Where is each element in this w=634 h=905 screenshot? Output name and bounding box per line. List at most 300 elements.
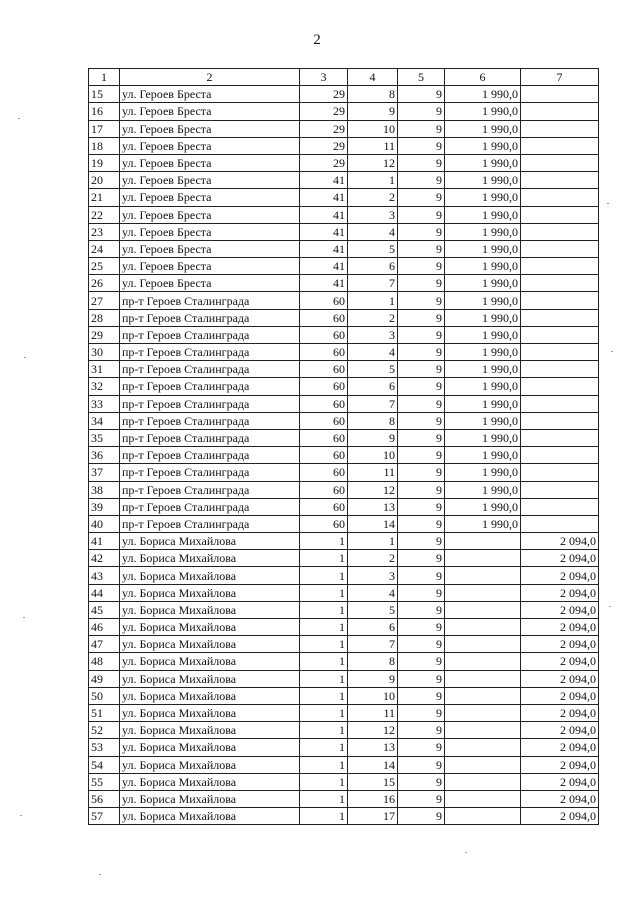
row-number-cell: 50	[89, 687, 120, 704]
floors-cell: 9	[398, 739, 445, 756]
apartment-number-cell: 7	[348, 275, 398, 292]
table-row	[89, 275, 599, 292]
street-cell: ул. Бориса Михайлова	[120, 687, 300, 704]
row-number-cell: 52	[89, 722, 120, 739]
street-cell: пр-т Героев Сталинграда	[120, 515, 300, 532]
column-header: 5	[398, 69, 445, 86]
house-number-cell: 60	[300, 447, 348, 464]
table-row	[89, 344, 599, 361]
street-cell: ул. Героев Бреста	[120, 86, 300, 103]
street-cell: пр-т Героев Сталинграда	[120, 412, 300, 429]
street-cell: ул. Бориса Михайлова	[120, 636, 300, 653]
street-cell: ул. Бориса Михайлова	[120, 722, 300, 739]
floors-cell: 9	[398, 790, 445, 807]
street-cell: ул. Героев Бреста	[120, 240, 300, 257]
street-cell: ул. Героев Бреста	[120, 120, 300, 137]
street-cell: ул. Бориса Михайлова	[120, 619, 300, 636]
house-number-cell: 1	[300, 756, 348, 773]
value-col6-cell: 1 990,0	[445, 412, 521, 429]
floors-cell: 9	[398, 601, 445, 618]
apartment-number-cell: 2	[348, 309, 398, 326]
street-cell: ул. Героев Бреста	[120, 206, 300, 223]
house-number-cell: 60	[300, 481, 348, 498]
value-col7-cell	[521, 464, 599, 481]
row-number-cell: 20	[89, 172, 120, 189]
house-number-cell: 29	[300, 86, 348, 103]
street-cell: пр-т Героев Сталинграда	[120, 481, 300, 498]
value-col6-cell: 1 990,0	[445, 361, 521, 378]
table-row	[89, 739, 599, 756]
floors-cell: 9	[398, 154, 445, 171]
street-cell: пр-т Героев Сталинграда	[120, 464, 300, 481]
floors-cell: 9	[398, 756, 445, 773]
value-col6-cell: 1 990,0	[445, 206, 521, 223]
street-cell: ул. Героев Бреста	[120, 258, 300, 275]
table-row	[89, 481, 599, 498]
value-col7-cell	[521, 498, 599, 515]
apartment-number-cell: 11	[348, 704, 398, 721]
house-number-cell: 41	[300, 275, 348, 292]
column-header: 1	[89, 69, 120, 86]
value-col6-cell: 1 990,0	[445, 137, 521, 154]
table-row	[89, 722, 599, 739]
row-number-cell: 43	[89, 567, 120, 584]
street-cell: ул. Бориса Михайлова	[120, 567, 300, 584]
row-number-cell: 46	[89, 619, 120, 636]
table-row	[89, 636, 599, 653]
row-number-cell: 18	[89, 137, 120, 154]
value-col7-cell	[521, 447, 599, 464]
street-cell: пр-т Героев Сталинграда	[120, 447, 300, 464]
street-cell: ул. Героев Бреста	[120, 189, 300, 206]
apartment-number-cell: 4	[348, 584, 398, 601]
street-cell: пр-т Героев Сталинграда	[120, 309, 300, 326]
column-header: 7	[521, 69, 599, 86]
column-header: 4	[348, 69, 398, 86]
table-row	[89, 258, 599, 275]
column-header: 3	[300, 69, 348, 86]
table-row	[89, 773, 599, 790]
row-number-cell: 27	[89, 292, 120, 309]
table-row	[89, 687, 599, 704]
house-number-cell: 29	[300, 154, 348, 171]
table-row	[89, 429, 599, 446]
row-number-cell: 16	[89, 103, 120, 120]
value-col6-cell: 1 990,0	[445, 86, 521, 103]
floors-cell: 9	[398, 808, 445, 825]
apartment-number-cell: 8	[348, 86, 398, 103]
apartment-number-cell: 9	[348, 429, 398, 446]
apartment-number-cell: 3	[348, 567, 398, 584]
row-number-cell: 47	[89, 636, 120, 653]
table-row	[89, 515, 599, 532]
floors-cell: 9	[398, 722, 445, 739]
floors-cell: 9	[398, 395, 445, 412]
row-number-cell: 36	[89, 447, 120, 464]
street-cell: ул. Героев Бреста	[120, 103, 300, 120]
apartment-number-cell: 9	[348, 670, 398, 687]
row-number-cell: 32	[89, 378, 120, 395]
house-number-cell: 60	[300, 498, 348, 515]
floors-cell: 9	[398, 447, 445, 464]
house-number-cell: 29	[300, 137, 348, 154]
row-number-cell: 19	[89, 154, 120, 171]
street-cell: ул. Бориса Михайлова	[120, 704, 300, 721]
floors-cell: 9	[398, 189, 445, 206]
street-cell: ул. Бориса Михайлова	[120, 533, 300, 550]
house-number-cell: 60	[300, 361, 348, 378]
house-number-cell: 1	[300, 790, 348, 807]
house-number-cell: 60	[300, 326, 348, 343]
house-number-cell: 1	[300, 704, 348, 721]
row-number-cell: 51	[89, 704, 120, 721]
value-col7-cell	[521, 154, 599, 171]
apartment-number-cell: 9	[348, 103, 398, 120]
house-number-cell: 1	[300, 636, 348, 653]
row-number-cell: 28	[89, 309, 120, 326]
row-number-cell: 49	[89, 670, 120, 687]
apartment-number-cell: 12	[348, 154, 398, 171]
value-col7-cell	[521, 481, 599, 498]
table-row	[89, 550, 599, 567]
house-number-cell: 41	[300, 223, 348, 240]
apartment-number-cell: 10	[348, 687, 398, 704]
floors-cell: 9	[398, 464, 445, 481]
table-row	[89, 653, 599, 670]
column-header: 6	[445, 69, 521, 86]
floors-cell: 9	[398, 378, 445, 395]
house-number-cell: 41	[300, 258, 348, 275]
data-table	[88, 68, 599, 825]
floors-cell: 9	[398, 223, 445, 240]
house-number-cell: 41	[300, 172, 348, 189]
apartment-number-cell: 13	[348, 498, 398, 515]
apartment-number-cell: 2	[348, 550, 398, 567]
floors-cell: 9	[398, 550, 445, 567]
floors-cell: 9	[398, 137, 445, 154]
street-cell: ул. Бориса Михайлова	[120, 790, 300, 807]
street-cell: ул. Героев Бреста	[120, 154, 300, 171]
apartment-number-cell: 8	[348, 653, 398, 670]
value-col7-cell	[521, 429, 599, 446]
row-number-cell: 17	[89, 120, 120, 137]
value-col6-cell: 1 990,0	[445, 515, 521, 532]
value-col6-cell: 1 990,0	[445, 189, 521, 206]
value-col7-cell	[521, 309, 599, 326]
table-row	[89, 309, 599, 326]
house-number-cell: 29	[300, 103, 348, 120]
street-cell: ул. Героев Бреста	[120, 172, 300, 189]
value-col7-cell	[521, 361, 599, 378]
floors-cell: 9	[398, 498, 445, 515]
value-col6-cell: 1 990,0	[445, 309, 521, 326]
row-number-cell: 15	[89, 86, 120, 103]
value-col7-cell: 2 094,0	[521, 584, 599, 601]
value-col6-cell	[445, 687, 521, 704]
table-row	[89, 189, 599, 206]
value-col7-cell	[521, 395, 599, 412]
value-col7-cell	[521, 326, 599, 343]
value-col6-cell	[445, 808, 521, 825]
value-col6-cell: 1 990,0	[445, 154, 521, 171]
row-number-cell: 23	[89, 223, 120, 240]
house-number-cell: 60	[300, 309, 348, 326]
value-col6-cell: 1 990,0	[445, 240, 521, 257]
floors-cell: 9	[398, 619, 445, 636]
value-col6-cell	[445, 756, 521, 773]
row-number-cell: 57	[89, 808, 120, 825]
floors-cell: 9	[398, 481, 445, 498]
value-col6-cell	[445, 722, 521, 739]
value-col6-cell	[445, 619, 521, 636]
apartment-number-cell: 14	[348, 515, 398, 532]
floors-cell: 9	[398, 326, 445, 343]
value-col6-cell: 1 990,0	[445, 275, 521, 292]
value-col6-cell	[445, 567, 521, 584]
table-row	[89, 154, 599, 171]
value-col7-cell	[521, 258, 599, 275]
table-row	[89, 137, 599, 154]
value-col6-cell	[445, 636, 521, 653]
floors-cell: 9	[398, 636, 445, 653]
house-number-cell: 1	[300, 687, 348, 704]
apartment-number-cell: 6	[348, 258, 398, 275]
floors-cell: 9	[398, 412, 445, 429]
value-col7-cell: 2 094,0	[521, 790, 599, 807]
apartment-number-cell: 5	[348, 361, 398, 378]
table-row	[89, 206, 599, 223]
house-number-cell: 1	[300, 722, 348, 739]
apartment-number-cell: 14	[348, 756, 398, 773]
apartment-number-cell: 10	[348, 120, 398, 137]
table-row	[89, 464, 599, 481]
house-number-cell: 1	[300, 567, 348, 584]
value-col6-cell	[445, 533, 521, 550]
table-row	[89, 395, 599, 412]
value-col7-cell: 2 094,0	[521, 636, 599, 653]
street-cell: ул. Героев Бреста	[120, 275, 300, 292]
value-col7-cell	[521, 189, 599, 206]
value-col7-cell	[521, 344, 599, 361]
value-col7-cell: 2 094,0	[521, 619, 599, 636]
row-number-cell: 33	[89, 395, 120, 412]
apartment-number-cell: 10	[348, 447, 398, 464]
floors-cell: 9	[398, 258, 445, 275]
row-number-cell: 21	[89, 189, 120, 206]
value-col6-cell: 1 990,0	[445, 344, 521, 361]
value-col6-cell	[445, 739, 521, 756]
table-row	[89, 619, 599, 636]
floors-cell: 9	[398, 584, 445, 601]
street-cell: пр-т Героев Сталинграда	[120, 498, 300, 515]
row-number-cell: 29	[89, 326, 120, 343]
table-row	[89, 756, 599, 773]
row-number-cell: 22	[89, 206, 120, 223]
street-cell: ул. Бориса Михайлова	[120, 653, 300, 670]
apartment-number-cell: 7	[348, 395, 398, 412]
row-number-cell: 55	[89, 773, 120, 790]
value-col7-cell	[521, 120, 599, 137]
value-col7-cell: 2 094,0	[521, 533, 599, 550]
floors-cell: 9	[398, 120, 445, 137]
table-row	[89, 223, 599, 240]
house-number-cell: 41	[300, 189, 348, 206]
house-number-cell: 60	[300, 412, 348, 429]
street-cell: пр-т Героев Сталинграда	[120, 326, 300, 343]
value-col7-cell	[521, 223, 599, 240]
street-cell: ул. Бориса Михайлова	[120, 550, 300, 567]
value-col6-cell: 1 990,0	[445, 378, 521, 395]
value-col7-cell: 2 094,0	[521, 722, 599, 739]
house-number-cell: 60	[300, 464, 348, 481]
value-col6-cell: 1 990,0	[445, 481, 521, 498]
value-col7-cell: 2 094,0	[521, 739, 599, 756]
floors-cell: 9	[398, 172, 445, 189]
street-cell: ул. Бориса Михайлова	[120, 808, 300, 825]
house-number-cell: 60	[300, 395, 348, 412]
floors-cell: 9	[398, 687, 445, 704]
apartment-number-cell: 1	[348, 172, 398, 189]
apartment-number-cell: 3	[348, 326, 398, 343]
row-number-cell: 25	[89, 258, 120, 275]
house-number-cell: 60	[300, 515, 348, 532]
apartment-number-cell: 13	[348, 739, 398, 756]
row-number-cell: 45	[89, 601, 120, 618]
row-number-cell: 56	[89, 790, 120, 807]
value-col7-cell: 2 094,0	[521, 687, 599, 704]
value-col6-cell	[445, 601, 521, 618]
apartment-number-cell: 1	[348, 533, 398, 550]
value-col7-cell	[521, 172, 599, 189]
floors-cell: 9	[398, 361, 445, 378]
page-number: 2	[313, 32, 321, 48]
house-number-cell: 1	[300, 773, 348, 790]
floors-cell: 9	[398, 344, 445, 361]
value-col7-cell	[521, 240, 599, 257]
table-body	[89, 86, 599, 825]
apartment-number-cell: 5	[348, 240, 398, 257]
row-number-cell: 31	[89, 361, 120, 378]
house-number-cell: 1	[300, 619, 348, 636]
table-row	[89, 567, 599, 584]
row-number-cell: 35	[89, 429, 120, 446]
table-row	[89, 86, 599, 103]
value-col6-cell: 1 990,0	[445, 223, 521, 240]
table-row	[89, 670, 599, 687]
value-col7-cell	[521, 206, 599, 223]
floors-cell: 9	[398, 275, 445, 292]
value-col7-cell: 2 094,0	[521, 601, 599, 618]
floors-cell: 9	[398, 515, 445, 532]
value-col7-cell: 2 094,0	[521, 704, 599, 721]
value-col7-cell: 2 094,0	[521, 550, 599, 567]
street-cell: пр-т Героев Сталинграда	[120, 361, 300, 378]
value-col6-cell	[445, 584, 521, 601]
house-number-cell: 1	[300, 653, 348, 670]
value-col6-cell: 1 990,0	[445, 498, 521, 515]
value-col7-cell: 2 094,0	[521, 808, 599, 825]
value-col6-cell: 1 990,0	[445, 292, 521, 309]
apartment-number-cell: 6	[348, 378, 398, 395]
value-col6-cell: 1 990,0	[445, 120, 521, 137]
house-number-cell: 60	[300, 378, 348, 395]
value-col7-cell	[521, 275, 599, 292]
value-col7-cell: 2 094,0	[521, 567, 599, 584]
floors-cell: 9	[398, 429, 445, 446]
house-number-cell: 41	[300, 206, 348, 223]
street-cell: ул. Бориса Михайлова	[120, 670, 300, 687]
house-number-cell: 1	[300, 584, 348, 601]
value-col6-cell	[445, 773, 521, 790]
house-number-cell: 1	[300, 550, 348, 567]
table-row	[89, 103, 599, 120]
apartment-number-cell: 17	[348, 808, 398, 825]
floors-cell: 9	[398, 670, 445, 687]
value-col6-cell: 1 990,0	[445, 258, 521, 275]
apartment-number-cell: 3	[348, 206, 398, 223]
row-number-cell: 53	[89, 739, 120, 756]
value-col6-cell	[445, 653, 521, 670]
apartment-number-cell: 7	[348, 636, 398, 653]
table-row	[89, 584, 599, 601]
table-header-row	[89, 69, 599, 86]
table-row	[89, 240, 599, 257]
row-number-cell: 24	[89, 240, 120, 257]
table-row	[89, 533, 599, 550]
apartment-number-cell: 5	[348, 601, 398, 618]
floors-cell: 9	[398, 240, 445, 257]
table-row	[89, 172, 599, 189]
row-number-cell: 34	[89, 412, 120, 429]
house-number-cell: 29	[300, 120, 348, 137]
floors-cell: 9	[398, 309, 445, 326]
value-col7-cell	[521, 378, 599, 395]
row-number-cell: 44	[89, 584, 120, 601]
value-col6-cell: 1 990,0	[445, 172, 521, 189]
street-cell: ул. Бориса Михайлова	[120, 601, 300, 618]
floors-cell: 9	[398, 704, 445, 721]
table-row	[89, 378, 599, 395]
apartment-number-cell: 2	[348, 189, 398, 206]
value-col6-cell: 1 990,0	[445, 447, 521, 464]
street-cell: пр-т Героев Сталинграда	[120, 429, 300, 446]
value-col7-cell	[521, 412, 599, 429]
table-row	[89, 326, 599, 343]
street-cell: пр-т Героев Сталинграда	[120, 292, 300, 309]
row-number-cell: 42	[89, 550, 120, 567]
floors-cell: 9	[398, 533, 445, 550]
value-col7-cell	[521, 292, 599, 309]
value-col6-cell	[445, 704, 521, 721]
table-row	[89, 120, 599, 137]
floors-cell: 9	[398, 292, 445, 309]
street-cell: пр-т Героев Сталинграда	[120, 395, 300, 412]
value-col6-cell	[445, 550, 521, 567]
table-row	[89, 361, 599, 378]
value-col6-cell	[445, 790, 521, 807]
table-row	[89, 790, 599, 807]
street-cell: ул. Бориса Михайлова	[120, 739, 300, 756]
value-col7-cell: 2 094,0	[521, 756, 599, 773]
value-col7-cell	[521, 86, 599, 103]
value-col6-cell: 1 990,0	[445, 103, 521, 120]
house-number-cell: 1	[300, 533, 348, 550]
value-col6-cell: 1 990,0	[445, 326, 521, 343]
apartment-number-cell: 11	[348, 464, 398, 481]
floors-cell: 9	[398, 773, 445, 790]
row-number-cell: 30	[89, 344, 120, 361]
apartment-number-cell: 1	[348, 292, 398, 309]
